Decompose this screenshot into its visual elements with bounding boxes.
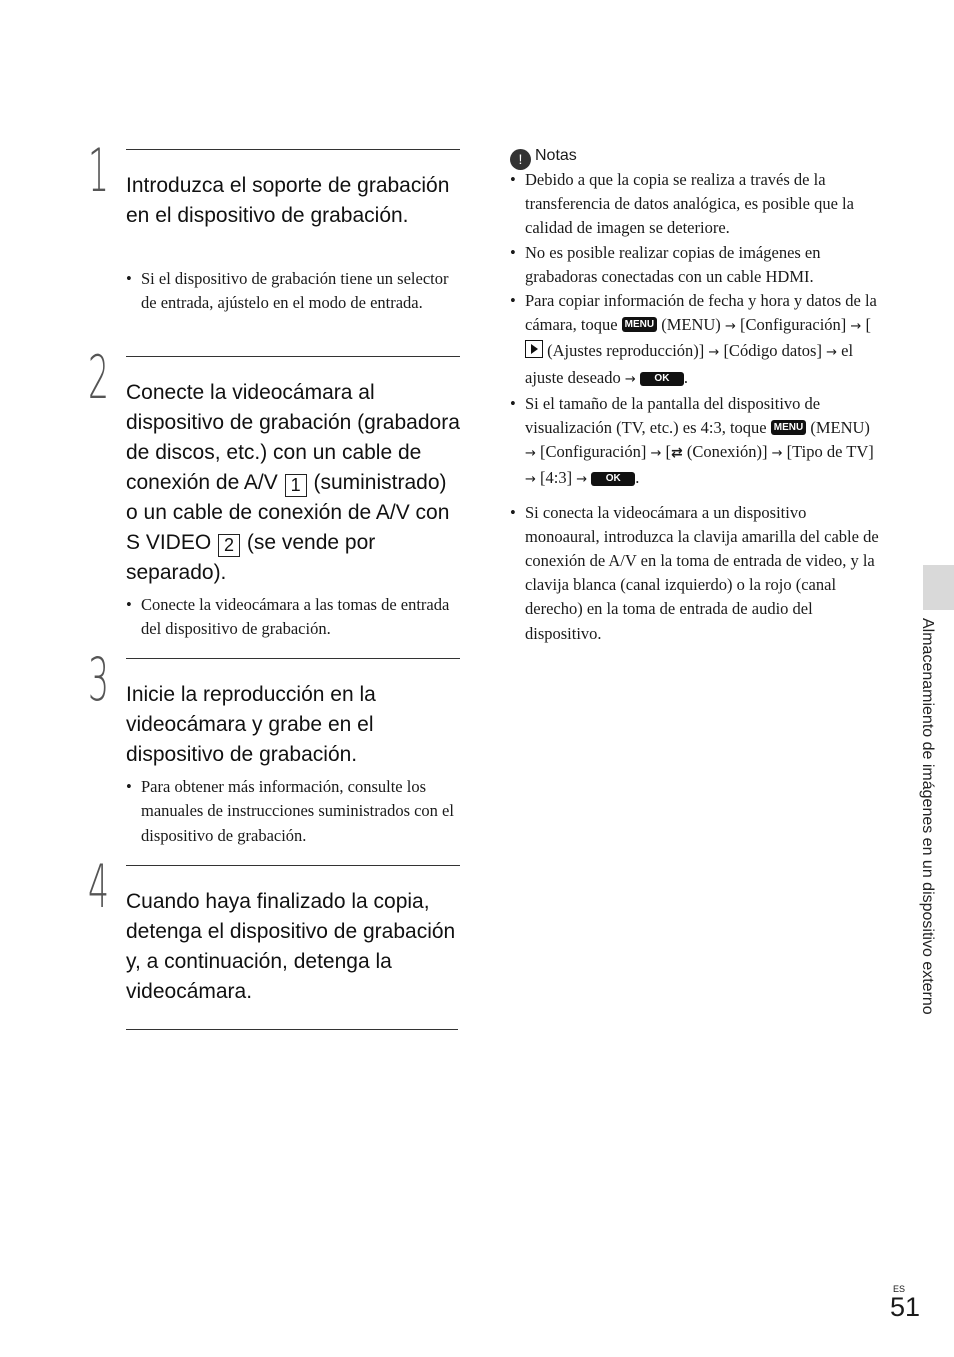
arrow-icon: → [525, 446, 536, 462]
step-number: 2 [88, 343, 110, 413]
list-item: • No es posible realizar copias de imágenes en grabadoras conectadas con un cable HDMI. [510, 241, 882, 289]
ok-icon: OK [591, 472, 635, 486]
notes-list [510, 168, 882, 646]
list-item: • Para copiar información de fecha y hora y datos de la cámara, toque MENU (MENU) → [Configuración] → [ (Ajustes reproducción)] → [Código datos] → el ajuste deseado → OK . [510, 289, 882, 392]
arrow-icon: → [826, 345, 838, 361]
arrow-icon: → [708, 345, 720, 361]
step-bullets [126, 775, 460, 848]
notes-heading: ! Notas [510, 144, 882, 168]
step-number: 4 [88, 852, 110, 922]
section-tab-marker [923, 565, 954, 610]
arrow-icon: → [650, 446, 662, 462]
list-item: • Conecte la videocámara a las tomas de entrada del dispositivo de grabación. [126, 593, 460, 642]
list-item: • Debido a que la copia se realiza a través de la transferencia de datos analógica, es posible que la calidad de imagen se deteriore. [510, 168, 882, 241]
step-divider [126, 356, 460, 357]
menu-icon: MENU [622, 317, 657, 332]
arrow-icon: → [850, 319, 862, 335]
menu-icon: MENU [771, 420, 806, 435]
step-divider [126, 149, 460, 150]
connector-number-1: 1 [285, 474, 307, 497]
step-bullets [126, 593, 460, 642]
list-item: • Si conecta la videocámara a un dispositivo monoaural, introduzca la clavija amarilla del cable de conexión de A/V en la toma de entrada de video, y la clavija blanca (canal izquierdo) o la rojo (canal derecho) en la toma de entrada de audio del dispositivo. [510, 501, 882, 646]
step-number: 1 [88, 136, 110, 206]
arrow-icon: → [724, 319, 736, 335]
step-title: Introduzca el soporte de grabación en el dispositivo de grabación. [126, 174, 450, 227]
arrow-icon: → [525, 472, 536, 488]
list-item: • Si el tamaño de la pantalla del dispositivo de visualización (TV, etc.) es 4:3, toque MENU (MENU) → [Configuración] → [⇄ (Conexión)] → [Tipo de TV] → [4:3] → OK . [510, 392, 882, 493]
arrow-icon: → [576, 472, 588, 488]
notes-section [510, 144, 882, 646]
connection-icon: ⇄ [671, 445, 683, 462]
section-end-divider [126, 1029, 458, 1030]
step-title: Conecte la videocámara al dispositivo de grabación (grabadora de discos, etc.) con un cable de conexión de A/V 1 (suministrado) o un cable de conexión de A/V con S VIDEO 2 (se vende por separado). [126, 381, 460, 584]
step-divider [126, 658, 460, 659]
ok-icon: OK [640, 372, 684, 386]
caution-icon: ! [510, 149, 531, 170]
step-bullets [126, 267, 460, 316]
list-item: • Si el dispositivo de grabación tiene un selector de entrada, ajústelo en el modo de entrada. [126, 267, 460, 316]
step-title: Cuando haya finalizado la copia, detenga el dispositivo de grabación y, a continuación, detenga la videocámara. [126, 890, 456, 1003]
arrow-icon: → [624, 371, 636, 387]
step-divider [126, 865, 460, 866]
playback-icon [525, 340, 543, 358]
step-title: Inicie la reproducción en la videocámara y grabe en el dispositivo de grabación. [126, 683, 376, 766]
page-number: 51 [890, 1292, 921, 1322]
connector-number-2: 2 [218, 534, 240, 557]
arrow-icon: → [771, 446, 783, 462]
section-title-vertical: Almacenamiento de imágenes en un dispositivo externo [919, 618, 936, 1015]
list-item: • Para obtener más información, consulte los manuales de instrucciones suministrados con el dispositivo de grabación. [126, 775, 460, 848]
step-number: 3 [88, 645, 110, 715]
language-code: ES [893, 1284, 906, 1294]
